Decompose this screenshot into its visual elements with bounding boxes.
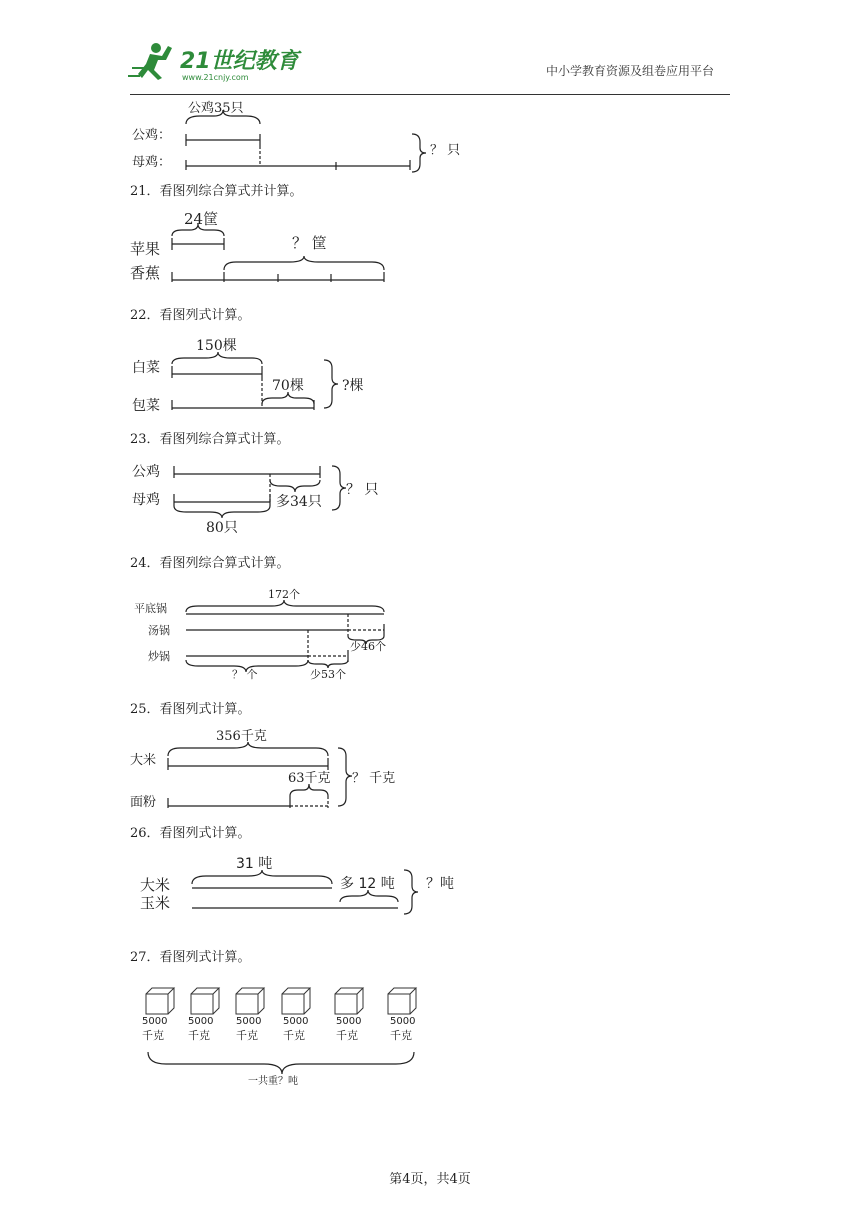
q20-label-hen: 母鸡： (132, 155, 172, 170)
q22-label-cabbage: 包菜 (132, 398, 160, 414)
cube-icon (335, 988, 363, 1014)
q25-label-rice: 大米 (130, 753, 157, 768)
cube-icon (236, 988, 264, 1014)
q24-label-pan: 平底锅 (134, 602, 167, 615)
q21-label-apple: 苹果 (130, 240, 161, 258)
q25-title: 25．看图列式计算。 (130, 702, 251, 717)
cube-icon (388, 988, 416, 1014)
q21-diagram (172, 224, 384, 282)
q26-label-rice: 大米 (140, 876, 171, 894)
q27-box-unit: 千克 (142, 1029, 164, 1042)
q24-label-wok: 炒锅 (148, 650, 170, 663)
q22-label-white: 白菜 (132, 360, 160, 376)
page-footer: 第4页，共4页 (389, 1172, 471, 1187)
q26-rice-value: 31 吨 (236, 856, 273, 872)
header-platform-text: 中小学教育资源及组卷应用平台 (545, 64, 714, 78)
q27-box-unit: 千克 (336, 1029, 358, 1042)
q24-wok-value: ？ 个 (232, 668, 258, 681)
q27-boxes (146, 988, 416, 1014)
q20-total: ？ 只 (430, 143, 461, 158)
cube-icon (282, 988, 310, 1014)
q26-diff-value: 多 12 吨 (340, 876, 395, 892)
q23-diagram (174, 466, 346, 518)
q23-label-rooster: 公鸡 (132, 464, 160, 480)
q27-box-num: 5000 (390, 1016, 416, 1027)
q27-total: 一共重？吨 (248, 1076, 298, 1087)
q26-title: 26．看图列式计算。 (130, 826, 251, 841)
q24-wok-diff: 少53个 (310, 668, 346, 681)
q27-box-num: 5000 (236, 1016, 262, 1027)
q27-box-unit: 千克 (283, 1029, 305, 1042)
q22-white-value: 150棵 (196, 338, 237, 354)
q25-diff-value: 63千克 (288, 771, 331, 786)
q21-title: 21．看图列综合算式并计算。 (130, 184, 303, 199)
q20-label-rooster: 公鸡： (132, 128, 172, 143)
q26-total: ？吨 (426, 876, 454, 892)
q27-box-unit: 千克 (390, 1029, 412, 1042)
logo-text: 21世纪教育 (180, 49, 299, 74)
q22-diagram (172, 352, 338, 410)
q23-diff-value: 多34只 (276, 494, 322, 510)
q21-label-banana: 香蕉 (130, 264, 161, 282)
q22-title: 22．看图列式计算。 (130, 308, 251, 323)
cube-icon (191, 988, 219, 1014)
q24-diagram (186, 600, 384, 672)
q27-box-num: 5000 (188, 1016, 214, 1027)
q23-hen-value: 80只 (206, 520, 238, 536)
q27-title: 27．看图列式计算。 (130, 950, 251, 965)
q20-top-value: 公鸡35只 (188, 101, 244, 116)
q23-total: ？ 只 (346, 482, 379, 498)
q21-apple-value: 24筐 (184, 210, 219, 228)
q25-label-flour: 面粉 (130, 795, 157, 810)
q27-box-num: 5000 (283, 1016, 309, 1027)
q24-title: 24．看图列综合算式计算。 (130, 556, 290, 571)
q24-label-soup: 汤锅 (148, 624, 170, 637)
q27-box-unit: 千克 (236, 1029, 258, 1042)
q21-banana-value: ？ 筐 (292, 234, 327, 252)
q23-title: 23．看图列综合算式计算。 (130, 432, 290, 447)
q24-soup-diff: 少46个 (350, 640, 386, 653)
cube-icon (146, 988, 174, 1014)
q27-brace (148, 1052, 414, 1074)
q23-label-hen: 母鸡 (132, 492, 160, 508)
q25-total: ？ 千克 (352, 771, 396, 786)
q22-diff-value: 70棵 (272, 378, 304, 394)
q27-box-num: 5000 (336, 1016, 362, 1027)
q27-box-unit: 千克 (188, 1029, 210, 1042)
q20-diagram (186, 110, 426, 172)
q25-rice-value: 356千克 (216, 729, 267, 744)
logo-url: www.21cnjy.com (182, 73, 249, 82)
q22-total: ?棵 (342, 378, 364, 394)
q24-pan-value: 172个 (268, 588, 300, 601)
q26-label-corn: 玉米 (140, 894, 171, 912)
q27-box-num: 5000 (142, 1016, 168, 1027)
